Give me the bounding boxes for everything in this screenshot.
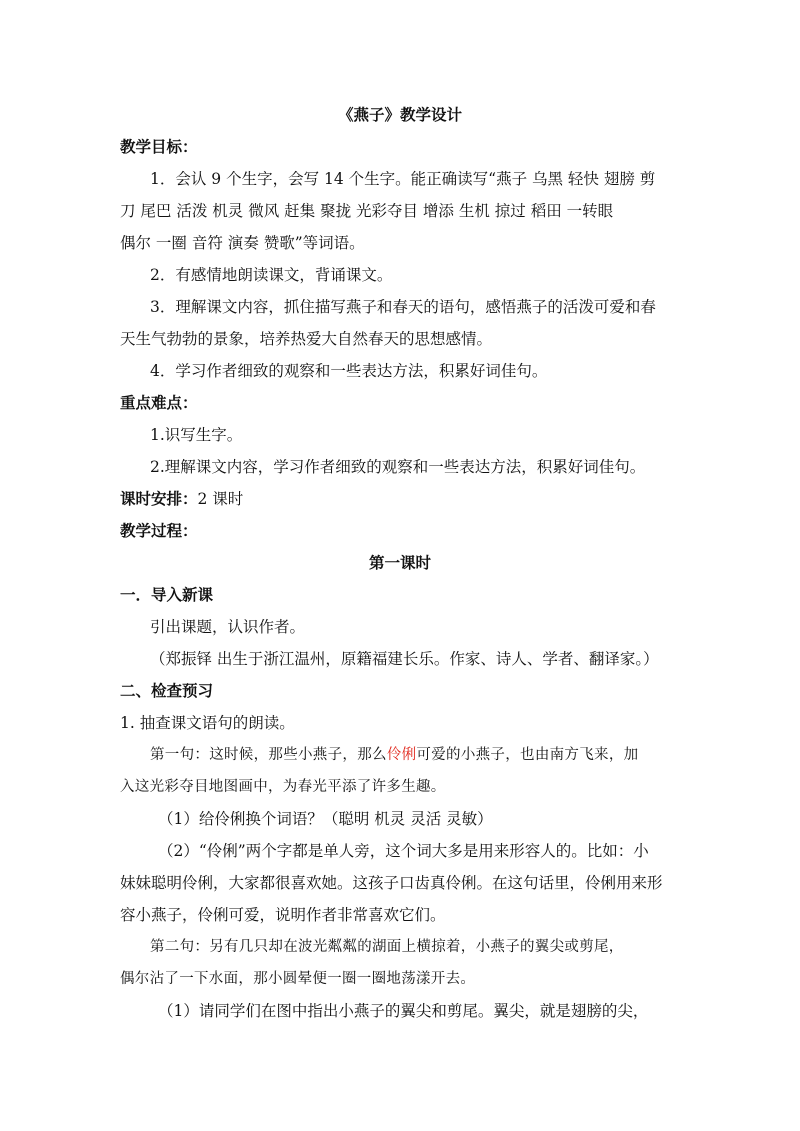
highlight-word: 伶俐 [386, 747, 417, 763]
sentence-1-before: 第一句：这时候，那些小燕子，那么 [150, 747, 387, 763]
goals-heading: 教学目标： [120, 137, 198, 156]
schedule-value: 2 课时 [197, 490, 244, 508]
doc-title: 《燕子》教学设计 [337, 105, 462, 124]
sentence-2-line-1: 第二句：另有几只却在波光粼粼的湖面上横掠着，小燕子的翼尖或剪尾， [150, 939, 624, 955]
section-1-para-1: 引出课题，认识作者。 [150, 618, 306, 636]
section-1-para-2: （郑振铎 出生于浙江温州，原籍福建长乐。作家、诗人、学者、翻译家。） [150, 650, 659, 668]
key-2: 2.理解课文内容，学习作者细致的观察和一些表达方法，积累好词佳句。 [150, 458, 646, 476]
key-heading: 重点难点： [120, 393, 198, 412]
goal-1-line-1: 1．会认 9 个生字，会写 14 个生字。能正确读写“燕子 乌黑 轻快 翅膀 剪 [150, 170, 656, 188]
sentence-1-line-1 [120, 744, 710, 766]
question-2-line-3: 容小燕子，伶俐可爱，说明作者非常喜欢它们。 [120, 906, 446, 924]
section-1-heading: 一．导入新课 [120, 585, 214, 604]
goal-1-line-3: 偶尔 一圈 音符 演奏 赞歌”等词语。 [120, 234, 365, 252]
question-1: （1）给伶俐换个词语？（聪明 机灵 灵活 灵敏） [158, 810, 493, 828]
goal-2: 2．有感情地朗读课文，背诵课文。 [150, 266, 393, 284]
question-3: （1）请同学们在图中指出小燕子的翼尖和剪尾。翼尖，就是翅膀的尖， [158, 1002, 649, 1020]
key-1: 1.识写生字。 [150, 426, 243, 444]
sentence-1-line-2: 入这光彩夺目地图画中，为春光平添了许多生趣。 [120, 779, 446, 795]
schedule-label: 课时安排： [120, 489, 198, 508]
schedule-line [120, 488, 680, 510]
goal-3-line-1: 3．理解课文内容，抓住描写燕子和春天的语句，感悟燕子的活泼可爱和春 [150, 298, 656, 316]
sentence-2-line-2: 偶尔沾了一下水面，那小圆晕便一圈一圈地荡漾开去。 [120, 971, 476, 987]
section-2-item-1: 1. 抽查课文语句的朗读。 [120, 714, 295, 732]
question-2-line-2: 妹妹聪明伶俐，大家都很喜欢她。这孩子口齿真伶俐。在这句话里，伶俐用来形 [120, 874, 663, 892]
goal-4: 4．学习作者细致的观察和一些表达方法，积累好词佳句。 [150, 362, 548, 380]
section-2-heading: 二、检查预习 [120, 681, 214, 700]
lesson-1-heading: 第一课时 [368, 553, 431, 572]
goal-3-line-2: 天生气勃勃的景象，培养热爱大自然春天的思想感情。 [120, 330, 493, 348]
sentence-1-after: 可爱的小燕子，也由南方飞来，加 [416, 747, 639, 763]
goal-1-line-2: 刀 尾巴 活泼 机灵 微风 赶集 聚拢 光彩夺目 增添 生机 掠过 稻田 一转眼 [120, 202, 614, 220]
question-2-line-1: （2）“伶俐”两个字都是单人旁，这个词大多是用来形容人的。比如：小 [158, 842, 649, 860]
process-heading: 教学过程： [120, 521, 198, 540]
